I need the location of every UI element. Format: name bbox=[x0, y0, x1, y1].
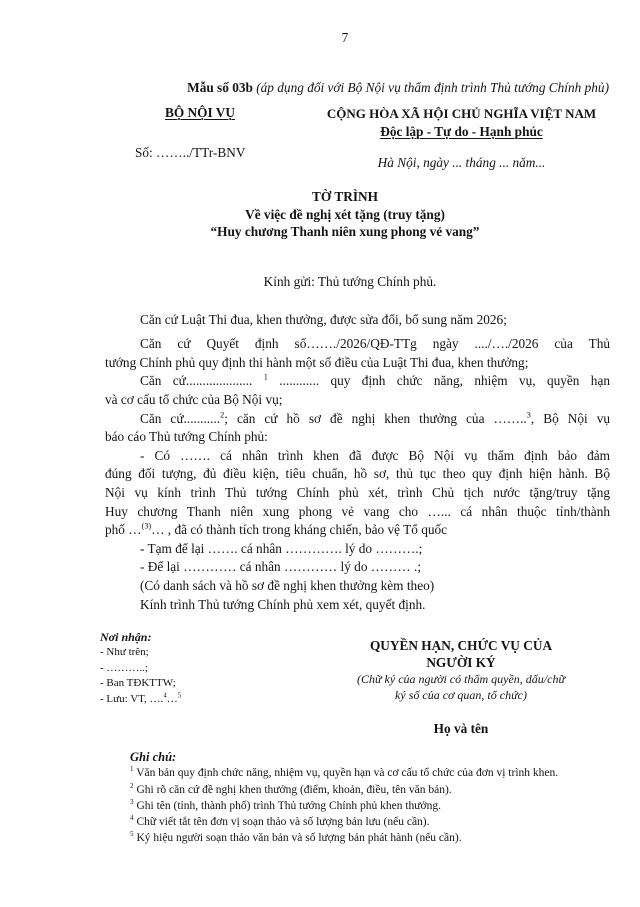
footnote-ref: (3) bbox=[141, 521, 152, 531]
signer-position: QUYỀN HẠN, CHỨC VỤ CỦA bbox=[369, 638, 553, 653]
basis-dossier-text: ; căn cứ hồ sơ đề nghị khen thưởng của …….. bbox=[224, 410, 527, 426]
basis-dossier-line bbox=[105, 410, 610, 429]
signature-note: ký số của cơ quan, tổ chức) bbox=[395, 688, 527, 702]
footnote-ref: 2 bbox=[220, 410, 225, 420]
footnote-number: 4 bbox=[130, 814, 134, 823]
signature-note: (Chữ ký của người có thẩm quyền, dấu/chữ bbox=[357, 672, 565, 686]
footnote-number: 1 bbox=[130, 765, 134, 774]
basis-dossier-text: Căn cứ........... bbox=[140, 410, 221, 426]
proposal-line bbox=[105, 521, 610, 540]
notes-block bbox=[130, 749, 600, 847]
national-header bbox=[313, 105, 610, 140]
proposal-line: đúng đối tượng, đủ điều kiện, tiêu chuẩn, hồ sơ, thủ tục theo quy định hiện hành. Bộ bbox=[105, 466, 610, 482]
basis-org-line: và cơ cấu tổ chức của Bộ Nội vụ; bbox=[105, 391, 283, 407]
proposal-line: Huy chương Thanh niên xung phong vẻ vang cho …... cá nhân thuộc tỉnh/thành bbox=[105, 503, 610, 519]
footnote-ref: 1 bbox=[263, 372, 268, 382]
page-number: 7 bbox=[341, 30, 349, 45]
agency-header bbox=[105, 105, 295, 121]
national-motto: Độc lập - Tự do - Hạnh phúc bbox=[380, 123, 543, 139]
footnote-ref: 3 bbox=[526, 410, 531, 420]
withheld-line: - Để lại ………… cá nhân ………… lý do ……… .; bbox=[140, 559, 422, 575]
note-item bbox=[130, 798, 600, 814]
footnote-ref: 5 bbox=[177, 691, 182, 699]
proposal-line: - Có ……. cá nhân trình khen đã được Bộ Nội vụ thẩm định bảo đảm bbox=[140, 447, 610, 463]
recipient-archive bbox=[100, 692, 300, 707]
basis-org-text: ............ quy định chức năng, nhiệm vụ, quyền hạn bbox=[267, 373, 610, 389]
closing-line: Kính trình Thủ tướng Chính phủ xem xét, quyết định. bbox=[140, 596, 426, 612]
proposal-text: … , đã có thành tích trong kháng chiến, bảo vệ Tổ quốc bbox=[151, 522, 448, 538]
basis-dossier-line: báo cáo Thủ tướng Chính phủ: bbox=[105, 429, 268, 445]
note-text: Chữ viết tắt tên đơn vị soạn thảo và số lượng bản lưu (nếu cần). bbox=[133, 816, 430, 829]
footnote-number: 5 bbox=[130, 830, 134, 839]
recipient-item: - Ban TĐKTTW; bbox=[100, 677, 176, 690]
basis-org-line bbox=[105, 372, 610, 391]
note-item bbox=[130, 830, 600, 846]
footnote-number: 2 bbox=[130, 781, 134, 790]
document-body bbox=[105, 311, 610, 615]
signer-position: NGƯỜI KÝ bbox=[426, 655, 496, 670]
recipients-block bbox=[100, 630, 300, 707]
basis-decision-line: tướng Chính phủ quy định thi hành một số điều của Luật Thi đua, khen thưởng; bbox=[105, 354, 529, 370]
basis-decision-line: Căn cứ Quyết định số……./2026/QĐ-TTg ngày ..../…./2026 của Thủ bbox=[140, 336, 610, 352]
country-name: CỘNG HÒA XÃ HỘI CHỦ NGHĨA VIỆT NAM bbox=[326, 106, 597, 121]
note-item bbox=[130, 765, 600, 781]
proposal-line: Nội vụ kính trình Thủ tướng Chính phủ xét, trình Chủ tịch nước tặng/truy tặng bbox=[105, 484, 610, 500]
recipients-label: Nơi nhận: bbox=[100, 630, 152, 644]
place-date: Hà Nội, ngày ... tháng ... năm... bbox=[377, 155, 546, 170]
title-subject: Về việc đề nghị xét tặng (truy tặng) bbox=[245, 206, 445, 222]
basis-org-text: Căn cứ.................... bbox=[140, 373, 264, 389]
note-item bbox=[130, 814, 600, 830]
note-item bbox=[130, 782, 600, 798]
footnote-number: 3 bbox=[130, 798, 134, 807]
recipient-item: - ………..; bbox=[100, 661, 148, 674]
addressee: Kính gửi: Thủ tướng Chính phủ. bbox=[263, 274, 437, 289]
form-code: Mẫu số 03b bbox=[187, 80, 253, 95]
document-title bbox=[100, 188, 590, 241]
recipient-item: - Như trên; bbox=[100, 646, 149, 659]
archive-text: … bbox=[166, 692, 178, 705]
footnote-ref: 4 bbox=[163, 691, 167, 699]
notes-label: Ghi chú: bbox=[130, 750, 177, 764]
document-number: Số: ……../TTr-BNV bbox=[135, 145, 246, 160]
note-text: Ghi tên (tỉnh, thành phố) trình Thủ tướng Chính phủ khen thưởng. bbox=[133, 799, 441, 812]
archive-text: - Lưu: VT, …. bbox=[100, 692, 164, 705]
signer-name: Họ và tên bbox=[433, 721, 489, 736]
title-award: “Huy chương Thanh niên xung phong vẻ vang” bbox=[210, 224, 480, 239]
note-text: Văn bản quy định chức năng, nhiệm vụ, quyền hạn và cơ cấu tổ chức của đơn vị trình khen. bbox=[133, 767, 559, 780]
signature-block bbox=[330, 637, 592, 737]
form-label bbox=[187, 80, 609, 96]
agency-name: BỘ NỘI VỤ bbox=[165, 105, 235, 120]
note-text: Ký hiệu người soạn thảo văn bản và số lượng bản phát hành (nếu cần). bbox=[133, 832, 462, 845]
attachment-note: (Có danh sách và hồ sơ đề nghị khen thưởng kèm theo) bbox=[140, 577, 435, 593]
form-note: (áp dụng đối với Bộ Nội vụ thẩm định trình Thủ tướng Chính phủ) bbox=[256, 80, 609, 95]
deferred-line: - Tạm để lại ……. cá nhân …………. lý do ……….; bbox=[140, 540, 423, 556]
basis-dossier-text: , Bộ Nội vụ bbox=[530, 410, 611, 426]
note-text: Ghi rõ căn cứ đề nghị khen thưởng (điểm, khoản, điều, tên văn bản). bbox=[133, 783, 452, 796]
title-heading: TỜ TRÌNH bbox=[312, 189, 378, 204]
proposal-text: phố … bbox=[105, 522, 142, 538]
basis-law: Căn cứ Luật Thi đua, khen thưởng, được sửa đổi, bổ sung năm 2026; bbox=[140, 311, 507, 327]
